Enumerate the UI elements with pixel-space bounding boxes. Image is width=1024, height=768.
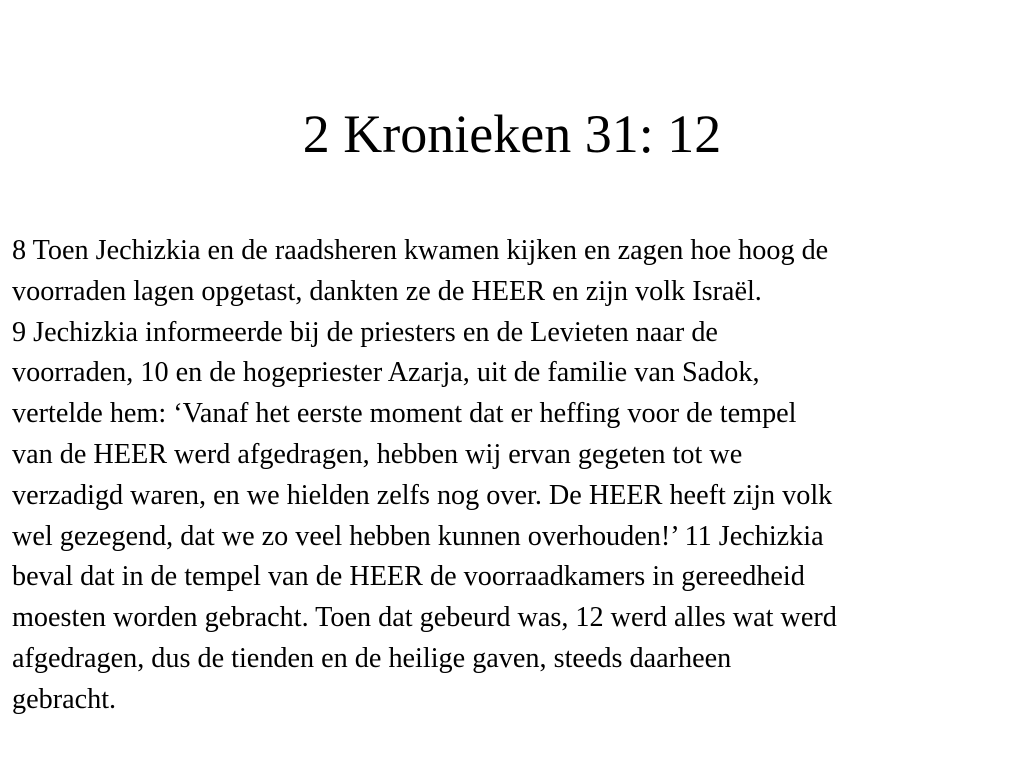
body-line: gebracht. (12, 683, 117, 715)
body-line: beval dat in de tempel van de HEER de voorraadkamers in gereedheid (12, 561, 805, 593)
body-line: voorraden lagen opgetast, dankten ze de HEER en zijn volk Israël. (12, 275, 762, 307)
slide-title: 2 Kronieken 31: 12 (302, 104, 722, 164)
body-line: afgedragen, dus de tienden en de heilige gaven, steeds daarheen (12, 642, 732, 674)
body-line: wel gezegend, dat we zo veel hebben kunnen overhouden!’ 11 Jechizkia (12, 520, 824, 552)
body-line: vertelde hem: ‘Vanaf het eerste moment dat er heffing voor de tempel (12, 398, 797, 430)
body-line: van de HEER werd afgedragen, hebben wij ervan gegeten tot we (12, 438, 743, 470)
body-line: verzadigd waren, en we hielden zelfs nog over. De HEER heeft zijn volk (12, 479, 833, 511)
slide-body-text (12, 231, 1018, 721)
body-line: 9 Jechizkia informeerde bij de priesters en de Levieten naar de (12, 316, 718, 348)
body-line: moesten worden gebracht. Toen dat gebeurd was, 12 werd alles wat werd (12, 602, 837, 634)
body-line: voorraden, 10 en de hogepriester Azarja, uit de familie van Sadok, (12, 357, 760, 389)
body-line: 8 Toen Jechizkia en de raadsheren kwamen kijken en zagen hoe hoog de (12, 235, 829, 266)
